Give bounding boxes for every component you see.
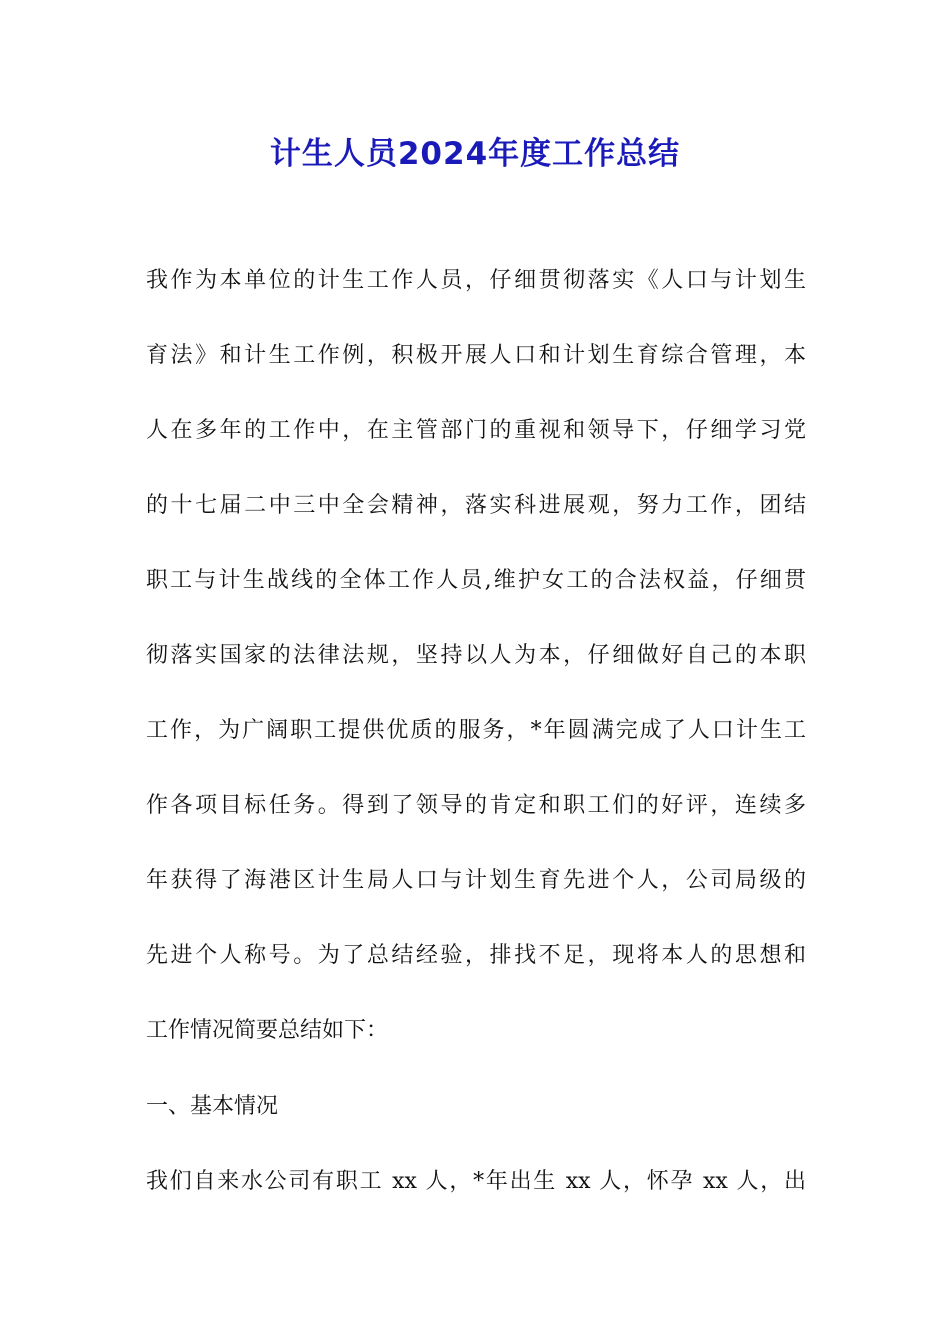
paragraph-line: 彻落实国家的法律法规，坚持以人为本，仔细做好自己的本职 <box>146 643 806 668</box>
paragraph-line: 我们自来水公司有职工 xx 人，*年出生 xx 人，怀孕 xx 人，出 <box>146 1169 806 1194</box>
intro-paragraph <box>146 262 806 1050</box>
paragraph-line: 先进个人称号。为了总结经验，排找不足，现将本人的思想和 <box>146 943 806 968</box>
section-heading <box>146 1088 806 1126</box>
paragraph-line: 工作，为广阔职工提供优质的服务，*年圆满完成了人口计生工 <box>146 718 806 743</box>
paragraph-line: 的十七届二中三中全会精神，落实科进展观，努力工作，团结 <box>146 493 806 518</box>
paragraph-line: 我作为本单位的计生工作人员，仔细贯彻落实《人口与计划生 <box>146 268 806 293</box>
document-title: 计生人员2024年度工作总结 <box>269 136 681 172</box>
paragraph-line: 育法》和计生工作例，积极开展人口和计划生育综合管理，本 <box>146 343 806 368</box>
paragraph-line: 工作情况简要总结如下： <box>146 1018 389 1043</box>
section-heading-text: 一、基本情况 <box>146 1094 279 1119</box>
paragraph-line: 作各项目标任务。得到了领导的肯定和职工们的好评，连续多 <box>146 793 806 818</box>
paragraph-line: 年获得了海港区计生局人口与计划生育先进个人，公司局级的 <box>146 868 806 893</box>
paragraph-line: 人在多年的工作中，在主管部门的重视和领导下，仔细学习党 <box>146 418 806 443</box>
section-paragraph <box>146 1163 806 1201</box>
paragraph-line: 职工与计生战线的全体工作人员,维护女工的合法权益，仔细贯 <box>146 568 806 593</box>
